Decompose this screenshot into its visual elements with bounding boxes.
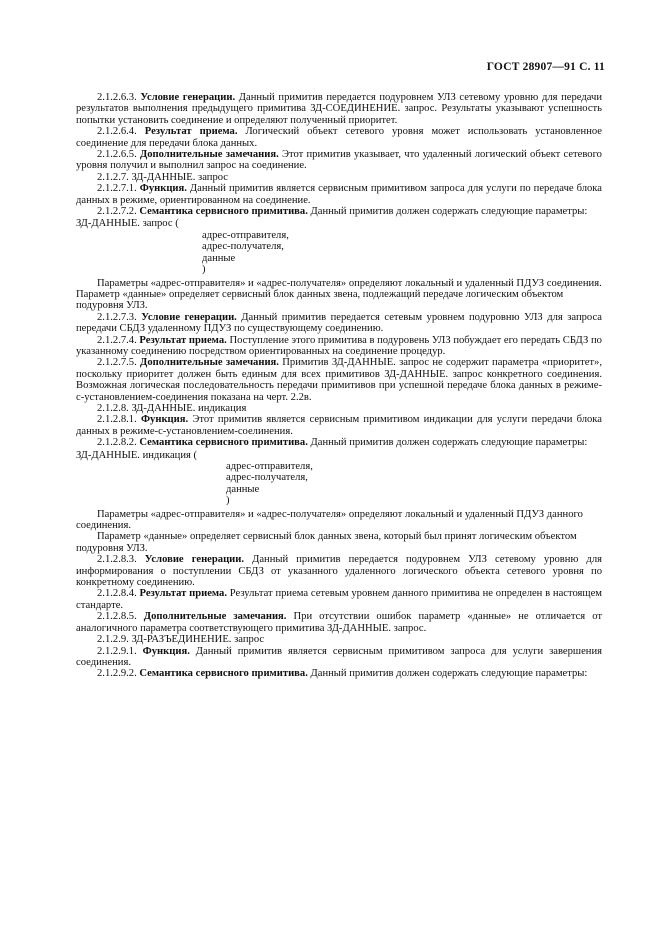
clause-text: ЗД-ДАННЫЕ. индикация (131, 402, 247, 414)
section-3 (76, 509, 602, 680)
clause-number: 2.1.2.6.3. (97, 92, 137, 103)
paragraph (76, 414, 602, 437)
clause-text: При отсутствии ошибок параметр «данные» не отличается от аналогичного параметра соответствующего примитива ЗД-ДАННЫЕ. запрос. (76, 611, 603, 634)
syntax-param: данные (202, 252, 236, 264)
clause-text: Результат приема сетевым уровнем данного примитива не определен в настоящем стандарте. (76, 588, 602, 611)
clause-number: 2.1.2.7.1. (97, 183, 137, 195)
clause-text: ЗД-РАЗЪЕДИНЕНИЕ. запрос (131, 634, 265, 646)
clause-text: Этот примитив указывает, что удаленный логический объект сетевого уровня получил и выполнил запрос на соединение. (76, 149, 602, 172)
clause-term: Функция. (142, 645, 190, 657)
clause-number: 2.1.2.7.4. (97, 334, 137, 346)
clause-text: Параметры «адрес-отправителя» и «адрес-получателя» определяют локальный и удаленный ПДУЗ соединения. Параметр «данные» определяет сервисный блок данных звена, подлежащий передаче логическим объектом подуровня УЛЗ. (76, 277, 602, 312)
clause-term: Семантика сервисного примитива. (139, 668, 308, 680)
clause-text: Данный примитив должен содержать следующие параметры: (310, 437, 588, 449)
paragraph (76, 278, 602, 312)
paragraph (76, 335, 602, 358)
clause-text: Данный примитив передается сетевым уровнем подуровню УЛЗ для запроса передачи СБДЗ удаленному ПДУЗ по существующему соединению. (76, 311, 603, 335)
clause-text: Параметры «адрес-отправителя» и «адрес-получателя» определяют локальный и удаленный ПДУЗ данного соединения. (76, 508, 583, 532)
clause-number: 2.1.2.9.1. (97, 645, 137, 657)
paragraph (76, 554, 602, 588)
syntax-param: адрес-отправителя, (226, 461, 313, 472)
clause-term: Дополнительные замечания. (143, 611, 287, 623)
clause-number: 2.1.2.7.2. (97, 206, 137, 218)
paragraph (76, 588, 602, 611)
syntax-param: ) (226, 495, 230, 507)
clause-number: 2.1.2.8.4. (97, 588, 137, 600)
paragraph (76, 206, 602, 217)
clause-number: 2.1.2.8.5. (97, 611, 137, 623)
paragraph (76, 126, 602, 149)
clause-term: Функция. (140, 414, 189, 426)
clause-text: Логический объект сетевого уровня может использовать установленное соединение для передачи блока данных. (76, 126, 602, 149)
clause-term: Результат приема. (144, 126, 238, 138)
clause-term: Условие генерации. (144, 554, 245, 566)
clause-text: Параметр «данные» определяет сервисный блок данных звена, который был принят логическим объектом подуровня УЛЗ. (76, 531, 577, 554)
paragraph (76, 437, 602, 448)
clause-term: Результат приема. (139, 588, 227, 600)
clause-number: 2.1.2.8. (97, 402, 129, 414)
section-1 (76, 92, 602, 217)
clause-text: Данный примитив передается подуровнем УЛЗ сетевому уровню для информирования о поступлении СБДЗ от указанного удаленного логического объекта сетевого уровня по конкретному соединению. (76, 554, 602, 589)
syntax-block-indication (76, 450, 602, 507)
syntax-param: адрес-получателя, (202, 241, 284, 253)
clause-term: Семантика сервисного примитива. (139, 437, 308, 449)
clause-term: Функция. (139, 183, 187, 195)
page-header: ГОСТ 28907—91 С. 11 (486, 61, 605, 73)
clause-number: 2.1.2.9.2. (97, 668, 137, 680)
paragraph (76, 646, 602, 669)
clause-number: 2.1.2.8.1. (97, 414, 137, 426)
clause-number: 2.1.2.6.4. (97, 126, 137, 138)
paragraph (76, 357, 602, 403)
clause-number: 2.1.2.7.5. (97, 357, 137, 369)
paragraph (76, 403, 602, 414)
clause-text: Данный примитив передается подуровнем УЛЗ сетевому уровню для передачи результатов выполнения предыдущего примитива ЗД-СОЕДИНЕНИЕ. запрос. Результаты указывают успешность попытки установить соединение и определяют полученный приоритет. (76, 92, 603, 126)
clause-term: Условие генерации. (140, 92, 236, 103)
clause-text: Данный примитив должен содержать следующие параметры: (310, 206, 588, 218)
clause-number: 2.1.2.7. (97, 171, 129, 183)
syntax-params (76, 230, 602, 276)
clause-term: Результат приема. (139, 334, 227, 346)
syntax-name: ЗД-ДАННЫЕ. индикация ( (76, 449, 198, 461)
syntax-block-request (76, 218, 602, 275)
syntax-param: адрес-отправителя, (202, 229, 289, 241)
clause-number: 2.1.2.7.3. (97, 311, 137, 323)
clause-number: 2.1.2.8.2. (97, 437, 137, 449)
clause-text: Данный примитив является сервисным примитивом запроса для услуги по передаче блока данных в режиме, ориентированном на соединение. (76, 183, 602, 206)
syntax-param: адрес-получателя, (226, 472, 308, 484)
clause-number: 2.1.2.8.3. (97, 554, 137, 566)
paragraph (76, 172, 602, 183)
paragraph (76, 509, 602, 532)
paragraph (76, 92, 602, 126)
syntax-name: ЗД-ДАННЫЕ. запрос ( (76, 218, 179, 230)
clause-number: 2.1.2.6.5. (97, 149, 137, 161)
paragraph (76, 634, 602, 645)
clause-text: Примитив ЗД-ДАННЫЕ. запрос не содержит параметра «приоритет», поскольку приоритет должен быть единым для всех примитивов ЗД-ДАННЫЕ. запрос конкретного соединения. Возможная логическая последовательность передачи примитивов при успешной передаче блока данных в режиме-с-установлением-соединения показана на черт. 2.2в. (76, 357, 602, 403)
clause-text: ЗД-ДАННЫЕ. запрос (131, 171, 229, 183)
paragraph (76, 531, 602, 554)
document-body (76, 92, 602, 680)
clause-term: Дополнительные замечания. (139, 149, 279, 161)
syntax-params (76, 461, 602, 507)
clause-text: Данный примитив является сервисным примитивом запроса для услуги завершения соединения. (76, 645, 602, 668)
clause-text: Поступление этого примитива в подуровень УЛЗ побуждает его передать СБДЗ по указанному соединению посредством ориентированных на соединение процедур. (76, 334, 602, 357)
paragraph (76, 183, 602, 206)
paragraph (76, 312, 602, 335)
clause-number: 2.1.2.9. (97, 634, 129, 646)
section-2 (76, 278, 602, 449)
syntax-param: данные (226, 483, 260, 495)
paragraph (76, 149, 602, 172)
paragraph (76, 668, 602, 679)
paragraph (76, 611, 602, 634)
clause-text: Этот примитив является сервисным примитивом индикации для услуги передачи блока данных в режиме-с-установлением-соелинения. (76, 414, 602, 437)
clause-term: Дополнительные замечания. (140, 357, 279, 369)
clause-text: Данный примитив должен содержать следующие параметры: (310, 668, 588, 680)
clause-term: Семантика сервисного примитива. (139, 206, 308, 218)
clause-term: Условие генерации. (141, 311, 237, 323)
syntax-param: ) (202, 264, 206, 276)
